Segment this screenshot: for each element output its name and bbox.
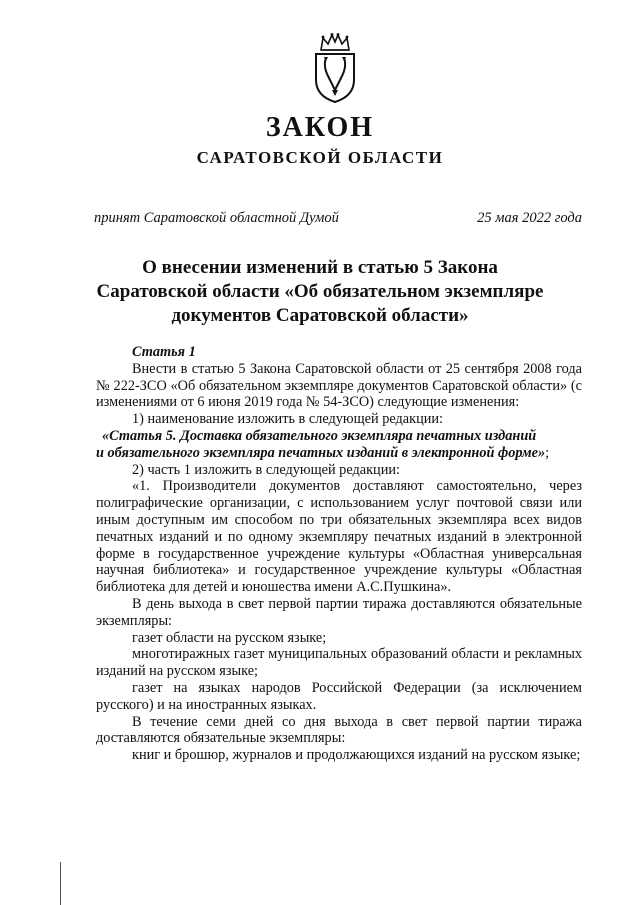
list-item: газет на языках народов Российской Федерации (за исключением русского) и на иностранных языках. bbox=[96, 679, 582, 713]
law-name bbox=[60, 256, 580, 328]
article-heading: Статья 1 bbox=[132, 344, 196, 360]
body-paragraph: В день выхода в свет первой партии тиража доставляются обязательные экземпляры: bbox=[96, 595, 582, 629]
article-body bbox=[96, 344, 582, 764]
law-name-line: Саратовской области «Об обязательном экземпляре bbox=[96, 281, 544, 302]
list-item: многотиражных газет муниципальных образований области и рекламных изданий на русском языке; bbox=[96, 646, 582, 680]
new-heading-line: «Статья 5. Доставка обязательного экземпляра печатных изданий bbox=[102, 427, 537, 444]
scan-margin-line bbox=[60, 862, 61, 905]
part-1-text: «1. Производители документов доставляют самостоятельно, через полиграфические организации, с использованием услуг почтовой связи или иным доступным им способом по три обязательных экземпляра всех видов печатных изданий и по одному экземпляру печатных изданий в электронной форме в государственное учреждение культуры «Областная универсальная научная библиотека» и государственное учреждение культуры «Областная библиотека для детей и юношества имени А.С.Пушкина». bbox=[96, 478, 582, 596]
law-name-line: О внесении изменений в статью 5 Закона bbox=[142, 257, 498, 278]
document-title: ЗАКОН bbox=[265, 112, 375, 143]
law-name-line: документов Саратовской области» bbox=[171, 305, 469, 326]
new-heading-line bbox=[96, 445, 582, 462]
saratov-coat-of-arms-icon bbox=[312, 32, 358, 104]
list-item: книг и брошюр, журналов и продолжающихся изданий на русском языке; bbox=[132, 747, 581, 764]
adoption-date: 25 мая 2022 года bbox=[477, 210, 582, 226]
amendment-item: 1) наименование изложить в следующей редакции: bbox=[132, 411, 443, 428]
amendment-item: 2) часть 1 изложить в следующей редакции: bbox=[132, 461, 400, 478]
new-heading-end: ; bbox=[545, 444, 550, 461]
document-subtitle: САРАТОВСКОЙ ОБЛАСТИ bbox=[196, 148, 444, 167]
body-paragraph: В течение семи дней со дня выхода в свет первой партии тиража доставляются обязательные экземпляры: bbox=[96, 713, 582, 747]
list-item: газет области на русском языке; bbox=[132, 629, 327, 646]
adopted-by-text: принят Саратовской областной Думой bbox=[94, 210, 339, 226]
article-intro: Внести в статью 5 Закона Саратовской области от 25 сентября 2008 года № 222-ЗСО «Об обязательном экземпляре документов Саратовской области» (с изменениями от 6 июня 2019 года № 54-ЗСО) следующие изменения: bbox=[96, 360, 582, 411]
new-heading-text: и обязательного экземпляра печатных изданий в электронной форме» bbox=[96, 444, 546, 461]
